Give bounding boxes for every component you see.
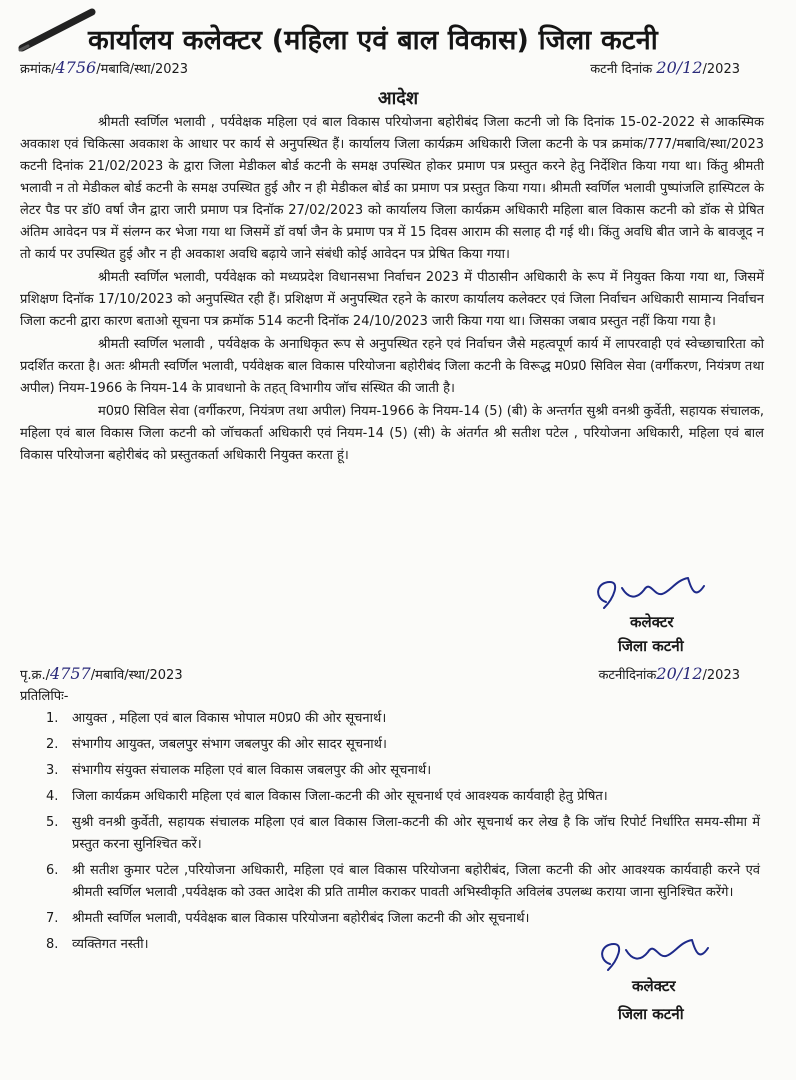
list-text: श्रीमती स्वर्णिल भलावी, पर्यवेक्षक बाल विकास परियोजना बहोरीबंद जिला कटनी की ओर सूचनार्थ।: [72, 911, 530, 926]
list-item: [20, 860, 760, 904]
list-number: 4.: [46, 789, 59, 804]
copy-to-heading: प्रतिलिपिः-: [20, 689, 69, 704]
paragraph: श्रीमती स्वर्णिल भलावी , पर्यवेक्षक के अनाधिकृत रूप से अनुपस्थित रहने एवं निर्वाचन जैसे महत्वपूर्ण कार्य में लापरवाही एवं स्वेच्छाचारिता को प्रदर्शित करता है। अतः श्रीमती स्वर्णिल भलावी, पर्यवेक्षक बाल विकास परियोजना बहोरीबंद जिला कटनी के विरूद्ध म0प्र0 सिविल सेवा (वर्गीकरण, नियंत्रण तथा अपील) नियम-1966 के नियम-14 के प्रावधानो के तहत् विभागीय जॉच संस्थित की जाती है।: [20, 337, 764, 396]
date-year: /2023: [702, 668, 740, 683]
list-text: श्री सतीश कुमार पटेल ,परियोजना अधिकारी, महिला एवं बाल विकास परियोजना बहोरीबंद, जिला कटनी की ओर आवश्यक कार्यवाही करने एवं श्रीमती स्वर्णिल भलावी ,पर्यवेक्षक को उक्त आदेश की प्रति तामील कराकर पावती अभिस्वीकृति अविलंब उपलब्ध कराया जाना सुनिश्चित करेंगे।: [72, 863, 760, 900]
list-text: संभागीय संयुक्त संचालक महिला एवं बाल विकास जबलपुर की ओर सूचनार्थ।: [72, 763, 432, 778]
list-text: संभागीय आयुक्त, जबलपुर संभाग जबलपुर की ओर सादर सूचनार्थ।: [72, 737, 387, 752]
list-text: व्यक्तिगत नस्ती।: [72, 937, 149, 952]
endorsement-reference-row: [20, 664, 740, 684]
collector-signature-copy: [596, 930, 726, 978]
date-day-handwritten: 20: [656, 58, 677, 77]
order-date: [590, 58, 740, 77]
ref-prefix: पृ.क्र./: [20, 668, 51, 683]
list-number: 6.: [46, 863, 59, 878]
list-item: [20, 734, 760, 756]
order-heading: आदेश: [377, 88, 419, 109]
list-number: 2.: [46, 737, 59, 752]
list-number: 7.: [46, 911, 59, 926]
list-item: [20, 760, 760, 782]
paragraph: श्रीमती स्वर्णिल भलावी, पर्यवेक्षक को मध्यप्रदेश विधानसभा निर्वाचन 2023 में पीठासीन अधिकारी के रूप में नियुक्त किया गया था, जिसमें प्रशिक्षण दिनॉक 17/10/2023 को अनुपस्थित रही हैं। प्रशिक्षण में अनुपस्थित रहने के कारण कार्यालय कलेक्टर एवं जिला निर्वाचन अधिकारी सामान्य निर्वाचन जिला कटनी द्वारा कारण बताओ सूचना पत्र क्रमॉक 514 कटनी दिनॉक 24/10/2023 जारी किया गया था। जिसका जबाव प्रस्तुत नहीं किया गया है।: [20, 270, 764, 329]
signature-designation: कलेक्टर: [630, 613, 674, 631]
date-month-handwritten: /12: [676, 664, 703, 683]
ref-number-handwritten: 4756: [55, 58, 97, 77]
collector-signature: [592, 568, 722, 616]
date-prefix: कटनीदिनांक: [598, 668, 657, 683]
ref-suffix: /मबावि/स्था/2023: [96, 62, 189, 77]
list-item: [20, 908, 760, 930]
ref-number-handwritten: 4757: [50, 664, 91, 683]
list-number: 3.: [46, 763, 59, 778]
date-month-handwritten: /12: [676, 58, 703, 77]
list-text: सुश्री वनश्री कुर्वेती, सहायक संचालक महिला एवं बाल विकास जिला-कटनी की ओर सूचनार्थ कर लेख है कि जॉच रिपोर्ट निर्धारित समय-सीमा में प्रस्तुत करना सुनिश्चित करें।: [72, 815, 760, 852]
ref-prefix: क्रमांक/: [20, 62, 56, 77]
paragraph: म0प्र0 सिविल सेवा (वर्गीकरण, नियंत्रण तथा अपील) नियम-1966 के नियम-14 (5) (बी) के अन्तर्गत सुश्री वनश्री कुर्वेती, सहायक संचालक, महिला एवं बाल विकास जिला कटनी को जॉचकर्ता अधिकारी एवं नियम-14 (5) (सी) के अंतर्गत श्री सतीश पटेल , परियोजना अधिकारी, महिला एवं बाल विकास परियोजना बहोरीबंद को प्रस्तुतकर्ता अधिकारी नियुक्त करता हूं।: [20, 404, 764, 463]
office-header-title: कार्यालय कलेक्टर (महिला एवं बाल विकास) जिला कटनी: [88, 25, 658, 56]
list-number: 5.: [46, 815, 59, 830]
list-number: 8.: [46, 937, 59, 952]
copy-to-list: [20, 708, 760, 960]
signature-district: जिला कटनी: [618, 637, 684, 655]
date-year: /2023: [702, 62, 740, 77]
endorsement-number: [20, 664, 183, 683]
pen-stroke-mark: [18, 6, 98, 52]
paragraph: श्रीमती स्वर्णिल भलावी , पर्यवेक्षक महिला एवं बाल विकास परियोजना बहोरीबंद जिला कटनी जो कि दिनांक 15-02-2022 से आकस्मिक अवकाश एवं चिकित्सा अवकाश के आधार पर कार्य से अनुपस्थित हैं। कार्यालय जिला कार्यक्रम अधिकारी जिला कटनी के पत्र क्रमांक/777/मबावि/स्था/2023 कटनी दिनांक 21/02/2023 के द्वारा जिला मेडीकल बोर्ड कटनी के समक्ष उपस्थित होकर प्रमाण पत्र प्रस्तुत करने हेतु निर्देशित किया गया था। किंतु श्रीमती भलावी न तो मेडीकल बोर्ड कटनी के समक्ष उपस्थित हुई और न ही मेडीकल बोर्ड का प्रमाण पत्र प्रस्तुत किया गया। श्रीमती स्वर्णिल भलावी पुष्पांजलि हास्पिटल के लेटर पैड पर डॉ0 वर्षा जैन द्वारा जारी प्रमाण पत्र दिनॉक 27/02/2023 को कार्यालय जिला कार्यक्रम अधिकारी महिला बाल विकास कटनी को डॉक से प्रेषित अंतिम आवेदन पत्र में संलग्न कर भेजा गया था जिसमें डॉ वर्षा जैन के प्रमाण पत्र में 15 दिवस आराम की सलाह दी गई थी। किंतु अवधि बीत जाने के बावजूद न तो कार्य पर उपस्थित हुई और न ही अवकाश अवधि बढ़ाये जाने संबंधी कोई आवेदन पत्र प्रेषित किया गया।: [20, 115, 764, 262]
list-text: आयुक्त , महिला एवं बाल विकास भोपाल म0प्र0 की ओर सूचनार्थ।: [72, 711, 387, 726]
date-day-handwritten: 20: [656, 664, 677, 683]
list-text: जिला कार्यक्रम अधिकारी महिला एवं बाल विकास जिला-कटनी की ओर सूचनार्थ एवं आवश्यक कार्यवाही हेतु प्रेषित।: [72, 789, 608, 804]
endorsement-date: [598, 664, 740, 683]
list-number: 1.: [46, 711, 59, 726]
ref-suffix: /मबावि/स्था/2023: [90, 668, 183, 683]
list-item: [20, 812, 760, 856]
order-number: [20, 58, 188, 77]
order-body: [20, 112, 764, 468]
signature-district: जिला कटनी: [618, 1005, 684, 1023]
list-item: [20, 786, 760, 808]
list-item: [20, 708, 760, 730]
signature-designation: कलेक्टर: [632, 977, 676, 995]
date-prefix: कटनी दिनांक: [590, 62, 653, 77]
order-reference-row: [20, 58, 740, 78]
